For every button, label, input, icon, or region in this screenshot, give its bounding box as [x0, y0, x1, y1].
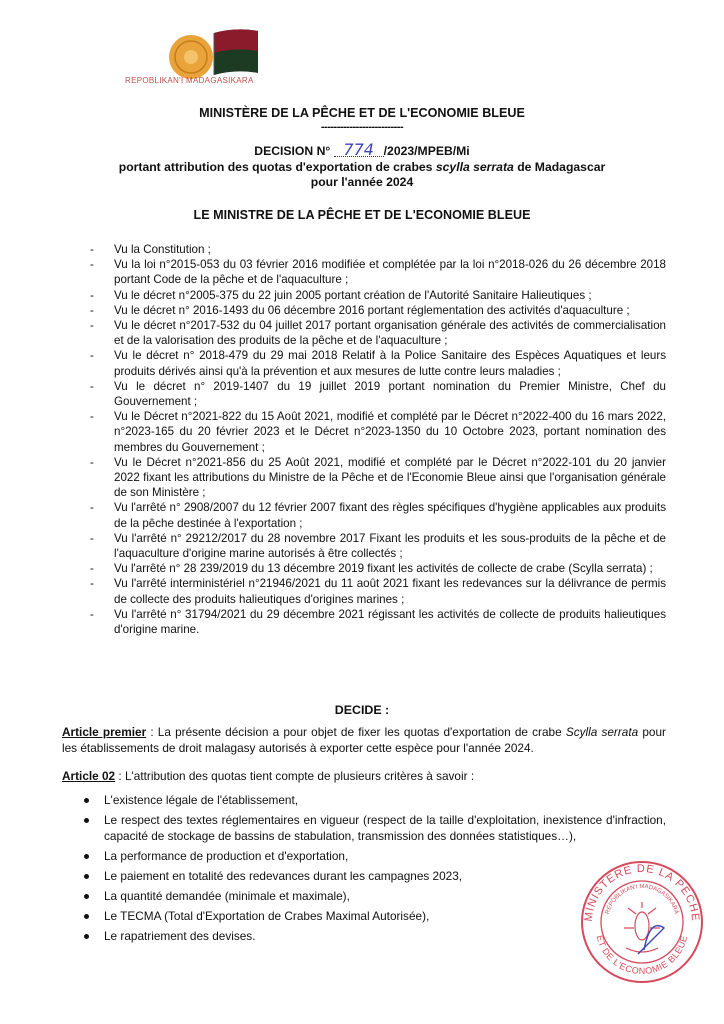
list-item: - Vu le décret n° 2016-1493 du 06 décembre 2016 portant réglementation des activités d'aquaculture ;: [90, 303, 666, 318]
species-name: Scylla serrata: [565, 725, 639, 739]
article-separator: :: [115, 769, 125, 783]
article-2: [62, 768, 666, 784]
handwritten-decision-number: 774: [334, 144, 384, 157]
list-item: - Vu le décret n°2005-375 du 22 juin 2005 portant création de l'Autorité Sanitaire Halieutiques ;: [90, 288, 666, 303]
list-item: - Vu la loi n°2015-053 du 03 février 2016 modifiée et complétée par la loi n°2018-026 du 26 décembre 2018 portant Code de la pêche et de l'aquaculture ;: [90, 257, 666, 287]
list-item: Le TECMA (Total d'Exportation de Crabes Maximal Autorisée),: [82, 908, 666, 924]
decision-number-line: [0, 140, 724, 159]
official-stamp: [578, 858, 706, 986]
stamp-top-text: MINISTERE DE LA PECHE: [582, 862, 702, 923]
list-item: L'existence légale de l'établissement,: [82, 792, 666, 808]
list-item: La performance de production et d'exportation,: [82, 848, 666, 864]
decide-heading: DECIDE :: [334, 703, 390, 717]
article-2-heading: Article 02: [62, 769, 116, 783]
list-item: Le rapatriement des devises.: [82, 928, 666, 944]
article-2-text: L'attribution des quotas tient compte de plusieurs critères à savoir :: [124, 769, 475, 783]
svg-text:REPOBLIKAN'I MADAGASIKARA: [605, 884, 679, 915]
decision-suffix: /2023/MPEB/Mi: [383, 144, 470, 158]
article-1-text-end: pour les établissements de droit malagasy autorisés à exporter cette espèce pour l'année 2024.: [62, 725, 666, 755]
stamp-bottom-text: ET DE L'ECONOMIE BLEUE: [594, 934, 690, 977]
list-item: - Vu l'arrêté n° 31794/2021 du 29 décembre 2021 régissant les activités de collecte de produits halieutiques d'origine marine.: [90, 607, 666, 637]
list-item: Le respect des textes réglementaires en vigueur (respect de la taille d'exploitation, inexistence d'infraction, capacité de stockage de bassins de stabulation, transmission des données statistiques…),: [82, 812, 666, 844]
list-item: - Vu la Constitution ;: [90, 242, 666, 257]
decision-subject: [0, 160, 724, 174]
article-1: [62, 724, 666, 756]
article-1-text: La présente décision a pour objet de fixer les quotas d'exportation de crabe: [157, 725, 566, 739]
subject-suffix: de Madagascar: [517, 160, 606, 174]
ministry-title: MINISTÈRE DE LA PÊCHE ET DE L'ECONOMIE BLEUE: [199, 106, 525, 120]
title-separator: --------------------------: [320, 121, 404, 133]
list-item: - Vu le Décret n°2021-822 du 15 Août 2021, modifié et complété par le Décret n°2022-400 du 16 mars 2022, n°2023-165 du 20 février 2023 et le Décret n°2023-1350 du 10 Octobre 2023, portant nomination des membres du Gouvernement ;: [90, 409, 666, 455]
list-item: - Vu l'arrêté n° 2908/2007 du 12 février 2007 fixant des règles spécifiques d'hygiène applicables aux produits de la pêche destinée à l'exportation ;: [90, 500, 666, 530]
stamp-inner-text: REPOBLIKAN'I MADAGASIKARA: [604, 883, 680, 915]
list-item: - Vu le décret n° 2019-1407 du 19 juillet 2019 portant nomination du Premier Ministre, Chef du Gouvernement ;: [90, 379, 666, 409]
article-1-heading: Article premier: [62, 725, 147, 739]
list-item: - Vu le décret n°2017-532 du 04 juillet 2017 portant organisation générale des activités de commercialisation et de la valorisation des produits de la pêche et de l'aquaculture ;: [90, 318, 666, 348]
article-separator: :: [146, 725, 158, 739]
list-item: Le paiement en totalité des redevances durant les campagnes 2023,: [82, 868, 666, 884]
list-item: - Vu le Décret n°2021-856 du 25 Août 2021, modifié et complété par le Décret n°2022-101 du 20 janvier 2022 fixant les attributions du Ministre de la Pêche et de l'Economie Bleue ainsi que l'organisation générale de son Ministère ;: [90, 455, 666, 501]
list-item: - Vu l'arrêté interministériel n°21946/2021 du 11 août 2021 fixant les redevances sur la délivrance de permis de collecte des produits halieutiques d'origines marines ;: [90, 576, 666, 606]
svg-text:MINISTERE DE LA PECHE: [583, 863, 701, 922]
species-name: scylla serrata: [435, 160, 514, 174]
minister-heading: LE MINISTRE DE LA PÊCHE ET DE L'ECONOMIE BLEUE: [193, 208, 531, 222]
country-name: REPOBLIKAN'I MADAGASIKARA: [125, 76, 254, 85]
list-item: - Vu le décret n° 2018-479 du 29 mai 2018 Relatif à la Police Sanitaire des Espèces Aquatiques et leurs produits dérivés ainsi qu'à la prévention et aux mesures de lutte contre leurs maladies ;: [90, 348, 666, 378]
decision-year: pour l'année 2024: [310, 175, 414, 189]
legal-references-list: [90, 242, 666, 637]
list-item: - Vu l'arrêté n° 28 239/2019 du 13 décembre 2019 fixant les activités de collecte de crabe (Scylla serrata) ;: [90, 561, 666, 576]
subject-text: portant attribution des quotas d'exportation de crabes: [118, 160, 433, 174]
list-item: - Vu l'arrêté n° 29212/2017 du 28 novembre 2017 Fixant les produits et les sous-produits de la pêche et de l'aquaculture d'origine marine autorisés à être collectés ;: [90, 531, 666, 561]
list-item: La quantité demandée (minimale et maximale),: [82, 888, 666, 904]
decision-prefix: DECISION N°: [254, 144, 331, 158]
